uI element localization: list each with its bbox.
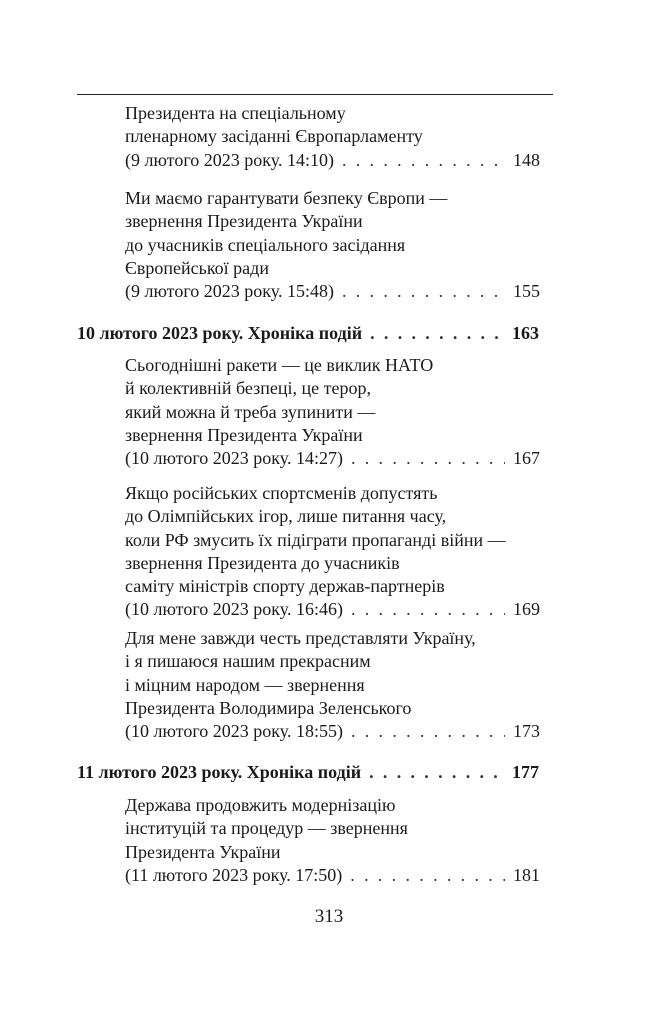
dot-leader — [350, 864, 505, 887]
toc-entry-date: (11 лютого 2023 року. 17:50) — [125, 864, 343, 885]
toc-chapter-title: 10 лютого 2023 року. Хроніка подій — [77, 323, 363, 343]
toc-entry-line: пленарному засіданні Європарламенту — [125, 126, 423, 147]
page-number: 313 — [314, 906, 344, 927]
toc-entry-line: звернення Президента України — [125, 424, 363, 445]
toc-entry-line: Президента на спеціальному — [125, 103, 346, 123]
dot-leader — [369, 761, 504, 784]
dot-leader — [351, 447, 505, 470]
toc-entry — [125, 482, 540, 622]
toc-page-number: 173 — [513, 721, 540, 742]
toc-entry-line: до Олімпійських ігор, лише питання часу, — [125, 506, 447, 527]
toc-page-number: 163 — [512, 323, 539, 343]
toc-entry-last-line — [125, 447, 540, 470]
toc-entry-line: Сьогоднішні ракети — це виклик НАТО — [125, 355, 434, 375]
toc-entry-line: й колективній безпеці, це терор, — [125, 378, 371, 399]
dot-leader — [342, 280, 505, 303]
toc-entry-line: який можна й треба зупинити — — [125, 401, 376, 422]
toc-page-number: 169 — [513, 599, 540, 620]
toc-entry-last-line — [125, 720, 540, 743]
toc-entry-last-line — [125, 598, 540, 621]
toc-chapter-title: 11 лютого 2023 року. Хроніка подій — [77, 762, 362, 782]
toc-entry-line: Президента України — [125, 841, 281, 862]
toc-chapter-entry — [77, 761, 539, 784]
toc-entry-line: коли РФ змусить їх підіграти пропаганді війни — — [125, 529, 506, 550]
toc-entry-line: і міцним народом — звернення — [125, 674, 365, 695]
toc-entry-date: (9 лютого 2023 року. 15:48) — [125, 281, 334, 302]
toc-entry-line: до учасників спеціального засідання — [125, 234, 406, 255]
toc-entry-date: (10 лютого 2023 року. 16:46) — [125, 599, 343, 620]
header-rule — [77, 94, 553, 95]
toc-page-number: 167 — [513, 448, 540, 469]
toc-entry-line: Ми маємо гарантувати безпеку Європи — — [125, 188, 448, 208]
toc-entry-date: (10 лютого 2023 року. 18:55) — [125, 721, 343, 742]
toc-entry-line: Президента Володимира Зеленського — [125, 697, 412, 718]
toc-entry-line: звернення Президента України — [125, 211, 363, 232]
toc-entry-last-line — [77, 322, 539, 345]
toc-entry-line: саміту міністрів спорту держав-партнерів — [125, 576, 445, 597]
toc-chapter-entry — [77, 322, 539, 345]
dot-leader — [342, 149, 505, 172]
toc-entry-last-line — [77, 761, 539, 784]
toc-entry-last-line — [125, 149, 540, 172]
toc-entry — [125, 794, 540, 887]
toc-entry-last-line — [125, 864, 540, 887]
toc-entry-line: Європейської ради — [125, 257, 269, 278]
toc-entry — [125, 102, 540, 172]
toc-entry — [125, 187, 540, 303]
dot-leader — [351, 598, 505, 621]
toc-entry — [125, 354, 540, 470]
toc-entry-line: і я пишаюся нашим прекрасним — [125, 651, 371, 672]
toc-entry-line: Держава продовжить модернізацію — [125, 795, 396, 815]
toc-entry-line: звернення Президента до учасників — [125, 552, 400, 573]
toc-page-number: 177 — [512, 762, 539, 782]
toc-entry-line: Для мене завжди честь представляти Україну, — [125, 628, 476, 648]
dot-leader — [351, 720, 505, 743]
toc-page-number: 181 — [513, 864, 540, 885]
toc-entry-last-line — [125, 280, 540, 303]
toc-entry-line: інституцій та процедур — звернення — [125, 818, 408, 839]
toc-entry-date: (10 лютого 2023 року. 14:27) — [125, 448, 343, 469]
dot-leader — [370, 322, 504, 345]
toc-entry — [125, 627, 540, 743]
toc-page-number: 148 — [513, 149, 540, 170]
toc-entry-date: (9 лютого 2023 року. 14:10) — [125, 149, 334, 170]
toc-entry-line: Якщо російських спортсменів допустять — [125, 483, 438, 503]
toc-page-number: 155 — [513, 281, 540, 302]
